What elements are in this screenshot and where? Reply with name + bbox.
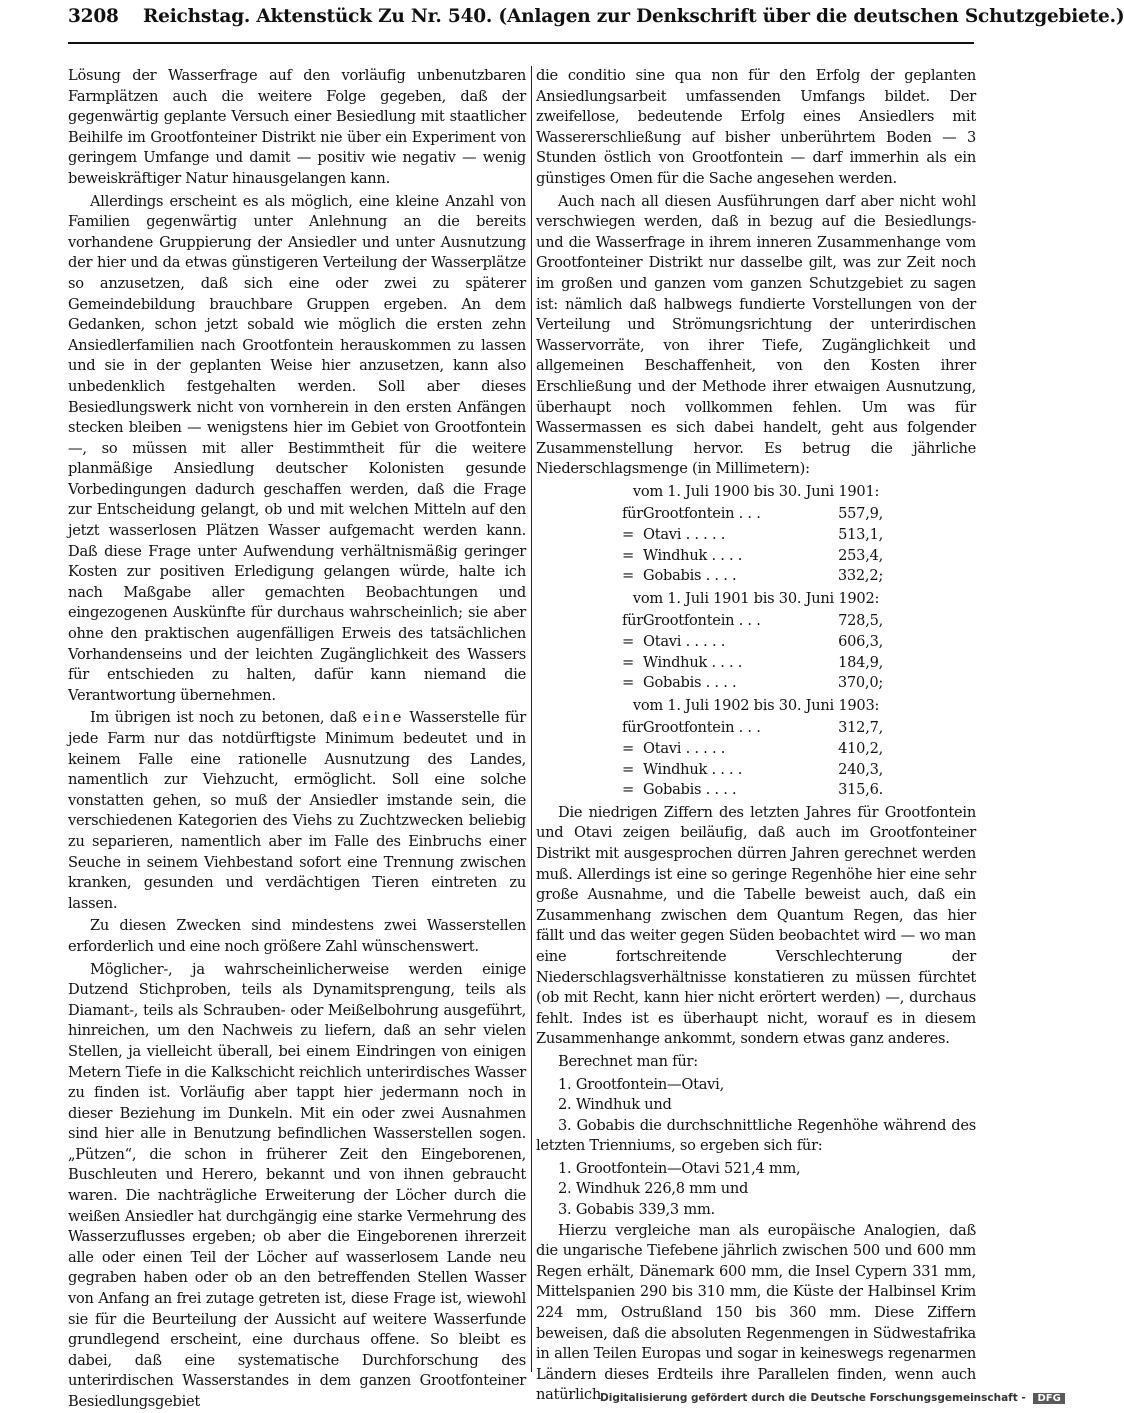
row-mark: =: [622, 781, 634, 799]
text-run: Wasserstelle für jede Farm nur das notdürftigste Minimum bedeutet und in keinem Falle eine rationelle Ausnutzung des Landes, namentlich zur Viehzucht, ermöglicht. Soll eine solche vonstatten gehen, so muß der Ansiedler imstande sein, die verschiedenen Kategorien des Viehs zu Zuchtzwecken beliebig zu separieren, namentlich aber im Falle des Einbruchs einer Seuche in seinem Viehbestand sofort eine Trennung zwischen kranken, gesunden und verdächtigen Tieren eintreten zu lassen.: [68, 709, 527, 912]
table-row: [622, 760, 883, 781]
table-row: [622, 739, 883, 760]
page-title: Reichstag. Aktenstück Zu Nr. 540. (Anlagen zur Denkschrift über die deutschen Schutzgebiete.): [142, 6, 1124, 27]
place-name: Grootfontein . . .: [643, 505, 761, 523]
page-header: [68, 6, 1124, 40]
rainfall-value: 513,1,: [838, 526, 884, 544]
table-row: [622, 525, 883, 546]
column-divider: [531, 66, 532, 1372]
place-name: Gobabis . . . .: [643, 567, 737, 585]
row-mark: für: [622, 612, 644, 630]
header-rule: [68, 42, 974, 44]
row-mark: =: [622, 760, 634, 778]
period-heading: vom 1. Juli 1900 bis 30. Juni 1901:: [632, 482, 880, 500]
rainfall-value: 315,6.: [838, 781, 884, 799]
table-row: [622, 504, 883, 525]
row-mark: =: [622, 567, 634, 585]
paragraph: Allerdings erscheint es als möglich, eine kleine Anzahl von Familien gegenwärtig unter Anlehnung an die bereits vorhandene Gruppierung der Ansiedler und unter Ausnutzung der hier und da etwas günstigeren Verteilung der Wasserplätze so anzusetzen, daß sich eine oder zwei zu späterer Gemeindebildung brauchbare Gruppen ergeben. An dem Gedanken, schon jetzt sobald wie möglich die ersten zehn Ansiedlerfamilien nach Grootfontein herauskommen zu lassen und sie in der geplanten Weise hier anzusetzen, kann also unbedenklich festgehalten werden. Soll aber dieses Besiedlungswerk nicht von vornherein in den ersten Anfängen stecken bleiben — wenigstens hier im Gebiet von Grootfontein —, so müssen mit aller Bestimmtheit für die weitere planmäßige Ansiedlung deutscher Kolonisten gesunde Vorbedingungen dadurch geschaffen werden, daß die Frage zur Entscheidung gelangt, ob und mit welchen Mitteln auf den jetzt wasserlosen Plätzen Wasser aufgemacht werden kann. Daß diese Frage unter Aufwendung verhältnismäßig geringer Kosten zur positiven Erledigung gelangen würde, halte ich nach Maßgabe aller gemachten Beobachtungen und eingezogenen Auskünfte für durchaus wahrscheinlich; sie aber ohne den praktischen augenfälligen Erweis des tatsächlichen Vorhandenseins und der leichten Zugänglichkeit des Wassers für entschieden zu halten, dafür kann niemand die Verantwortung übernehmen.: [68, 192, 526, 704]
row-mark: =: [622, 740, 634, 757]
numbered-list: [558, 1159, 976, 1221]
paragraph: Die niedrigen Ziffern des letzten Jahres für Grootfontein und Otavi zeigen beiläufig, daß auch im Grootfonteiner Distrikt mit ausgesprochen dürren Jahren gerechnet werden muß. Allerdings ist eine so geringe Regenhöhe hier eine sehr große Ausnahme, und die Tabelle beweist auch, daß ein Zusammenhang zwischen dem Quantum Regen, das hier fällt und das weiter gegen Süden beobachtet wird — wo man eine fortschreitende Verschlechterung der Niederschlagsverhältnisse konstatieren zu müssen fürchtet (ob mit Recht, kann hier nicht erörtert werden) —, durchaus fehlt. Indes ist es überhaupt nicht, worauf es in diesem Zusammenhange ankommt, sondern etwas ganz anderes.: [536, 803, 976, 1048]
place-name: Otavi . . . . .: [643, 740, 726, 757]
paragraph: Möglicher-, ja wahrscheinlicherweise werden einige Dutzend Stichproben, teils als Dynamitsprengung, teils als Diamant-, teils als Schrauben- oder Meißelbohrung ausgeführt, hinreichen, um den Nachweis zu liefern, daß an sehr vielen Stellen, ja vielleicht überall, bei einem Eindringen von einigen Metern Tiefe in die Kalkschicht reichlich unterirdisches Wasser zu finden ist. Vorläufig aber tappt hier jedermann noch in dieser Beziehung im Dunkeln. Mit ein oder zwei Ausnahmen sind hier alle in Benutzung befindlichen Wasserstellen sogen. „Pützen“, die schon in früherer Zeit den Eingeborenen, Buschleuten und Herero, bekannt und von ihnen gebraucht waren. Die nachträgliche Erweiterung der Löcher durch die weißen Ansiedler hat durchgängig eine starke Vermehrung des Wasserzuflusses ergeben; ob aber die Eingeborenen ihrerzeit alle oder einen Teil der Löcher auf wasserlosem Lande neu gegraben haben oder ob an den betreffenden Stellen Wasser von Anfang an frei zutage getreten ist, diese Frage ist, wiewohl sie für die Beurteilung der Aussicht auf weitere Wasserfunde grundlegend erscheint, eine durchaus offene. So bleibt es dabei, daß eine systematische Durchforschung des unterirdischen Wasserstandes in dem ganzen Grootfonteiner Besiedlungsgebiet: [68, 960, 526, 1410]
numbered-list: [558, 1075, 976, 1116]
list-item: 2. Windhuk 226,8 mm und: [558, 1180, 749, 1198]
rainfall-value: 240,3,: [838, 760, 884, 778]
row-mark: =: [622, 674, 634, 692]
row-mark: =: [622, 633, 634, 651]
paragraph: Auch nach all diesen Ausführungen darf aber nicht wohl verschwiegen werden, daß in bezug auf die Besiedlungs- und die Wasserfrage in ihrem inneren Zusammenhange vom Grootfonteiner Distrikt nur dasselbe gilt, was zur Zeit noch im großen und ganzen vom ganzen Schutzgebiet zu sagen ist: nämlich daß halbwegs fundierte Vorstellungen von der Verteilung und Strömungsrichtung der unterirdischen Wasservorräte, von ihrer Tiefe, Zugänglichkeit und allgemeinen Beschaffenheit, von den Kosten ihrer Erschließung und der Methode ihrer etwaigen Ausnutzung, überhaupt noch vollkommen fehlen. Um was für Wassermassen es sich dabei handelt, geht aus folgender Zusammenstellung hervor. Es betrug die jährliche Niederschlagsmenge (in Millimetern):: [536, 192, 976, 478]
paragraph: 3. Gobabis die durchschnittliche Regenhöhe während des letzten Trienniums, so ergeben sich für:: [536, 1116, 976, 1155]
table-row: [622, 780, 883, 801]
list-item: 3. Gobabis 339,3 mm.: [558, 1201, 715, 1219]
rainfall-table: [622, 611, 883, 693]
list-item: 1. Grootfontein—Otavi,: [558, 1075, 724, 1093]
page-number: 3208: [68, 6, 119, 27]
footer-text: Digitalisierung gefördert durch die Deutsche Forschungsgemeinschaft -: [600, 1392, 1026, 1404]
rainfall-table: [622, 718, 883, 800]
rainfall-value: 410,2,: [838, 740, 884, 757]
list-item: 1. Grootfontein—Otavi 521,4 mm,: [558, 1159, 801, 1177]
row-mark: für: [622, 719, 644, 737]
place-name: Grootfontein . . .: [643, 719, 761, 737]
place-name: Otavi . . . . .: [643, 633, 726, 651]
table-row: [622, 673, 883, 694]
rainfall-value: 557,9,: [838, 505, 884, 523]
row-mark: =: [622, 546, 634, 564]
rainfall-value: 312,7,: [838, 719, 884, 737]
row-mark: =: [622, 653, 634, 671]
paragraph: Zu diesen Zwecken sind mindestens zwei Wasserstellen erforderlich und eine noch größere Zahl wünschenswert.: [68, 917, 526, 955]
place-name: Otavi . . . . .: [643, 526, 726, 544]
emphasis-text: eine: [362, 709, 404, 727]
table-row: [622, 566, 883, 587]
table-row: [622, 611, 883, 632]
paragraph: die conditio sine qua non für den Erfolg der geplanten Ansiedlungsarbeit umfassenden Umfangs bildet. Der zweifellose, bedeutende Erfolg eines Ansiedlers mit Wassererschließung auf bisher unberührtem Boden — 3 Stunden östlich von Grootfontein — darf immerhin als ein günstiges Omen für die Sache angesehen werden.: [536, 67, 976, 187]
place-name: Windhuk . . . .: [643, 760, 743, 778]
text-run: Im übrigen ist noch zu betonen, daß: [90, 709, 363, 727]
table-row: [622, 653, 883, 674]
period-heading: vom 1. Juli 1901 bis 30. Juni 1902:: [632, 589, 880, 607]
rainfall-value: 184,9,: [838, 653, 884, 671]
place-name: Gobabis . . . .: [643, 781, 737, 799]
footer: [600, 1392, 1061, 1408]
place-name: Grootfontein . . .: [643, 612, 761, 630]
list-item: 2. Windhuk und: [558, 1096, 672, 1114]
period-heading: vom 1. Juli 1902 bis 30. Juni 1903:: [632, 696, 880, 714]
dfg-logo: DFG: [1033, 1393, 1064, 1404]
place-name: Windhuk . . . .: [643, 653, 743, 671]
row-mark: für: [622, 505, 644, 523]
rainfall-value: 728,5,: [838, 612, 884, 630]
rainfall-value: 606,3,: [838, 633, 884, 651]
rainfall-value: 370,0;: [837, 674, 884, 692]
paragraph: [68, 708, 526, 914]
place-name: Gobabis . . . .: [643, 674, 737, 692]
table-row: [622, 718, 883, 739]
paragraph: Hierzu vergleiche man als europäische Analogien, daß die ungarische Tiefebene jährlich zwischen 500 und 600 mm Regen erhält, Dänemark 600 mm, die Insel Cypern 331 mm, Mittelspanien 290 bis 310 mm, die Küste der Halbinsel Krim 224 mm, Ostrußland 150 bis 360 mm. Diese Ziffern beweisen, daß die absoluten Regenmengen in Südwestafrika in allen Teilen Europas und sogar in keineswegs regenarmen Ländern dieses Erdteils ihre Parallelen finden, wenn auch natürlich: [536, 1221, 976, 1404]
rainfall-value: 253,4,: [838, 546, 884, 564]
table-row: [622, 632, 883, 653]
left-column: [68, 66, 527, 1410]
paragraph: Lösung der Wasserfrage auf den vorläufig unbenutzbaren Farmplätzen auch die weitere Folge gegeben, daß der gegenwärtig geplante Versuch einer Besiedlung mit staatlicher Beihilfe im Grootfonteiner Distrikt nie über ein Experiment von geringem Umfange und damit — positiv wie negativ — wenig beweiskräftiger Natur hinausgelangen kann.: [68, 67, 526, 187]
row-mark: =: [622, 526, 634, 544]
rainfall-value: 332,2;: [837, 567, 884, 585]
place-name: Windhuk . . . .: [643, 546, 743, 564]
table-row: [622, 546, 883, 567]
rainfall-table: [622, 504, 883, 586]
paragraph: Berechnet man für:: [558, 1052, 698, 1070]
